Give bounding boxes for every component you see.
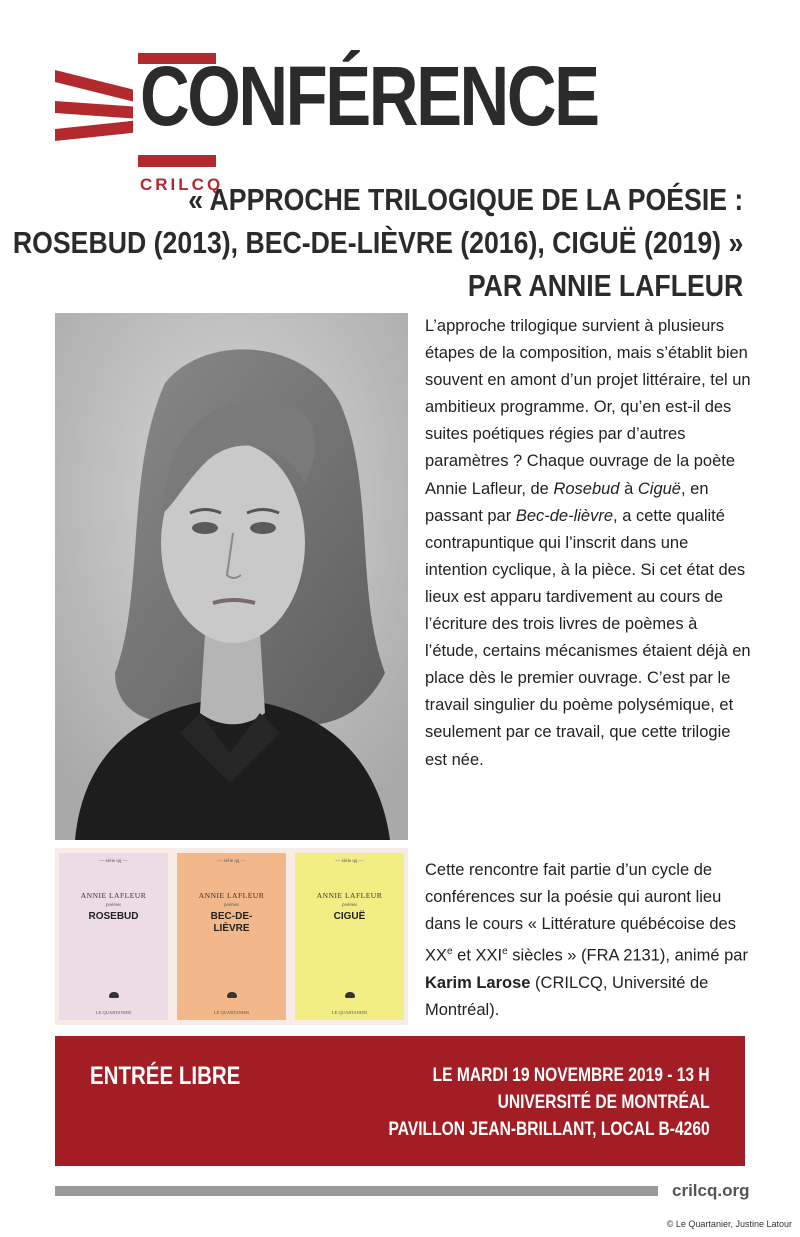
book-series: — série qq — xyxy=(217,859,246,864)
title-line-2: ROSEBUD (2013), BEC-DE-LIÈVRE (2016), CIGUË (2019) » xyxy=(12,225,743,260)
footer-divider xyxy=(55,1186,658,1196)
organizer-name: Karim Larose xyxy=(425,973,531,992)
event-date: LE MARDI 19 NOVEMBRE 2019 - 13 H xyxy=(432,1065,710,1086)
publisher-logo-icon xyxy=(345,992,355,998)
book-cover-rosebud xyxy=(59,853,168,1020)
logo-bar-bottom xyxy=(138,155,216,167)
book-genre: poèmes xyxy=(342,903,357,908)
book-title: BEC-DE-LIÈVRE xyxy=(210,911,253,934)
book-publisher: LE QUARTANIER xyxy=(331,1010,368,1015)
book-title-bec-de-lievre: Bec-de-lièvre xyxy=(515,506,614,525)
conference-title xyxy=(0,178,743,307)
event-room: PAVILLON JEAN-BRILLANT, LOCAL B-4260 xyxy=(388,1119,710,1140)
publisher-logo-icon xyxy=(227,992,237,998)
logo-wordmark: CONFÉRENCE xyxy=(140,49,598,143)
logo-org: CRILCQ xyxy=(140,175,224,194)
website-link[interactable]: crilcq.org xyxy=(672,1181,750,1200)
event-details xyxy=(318,1062,710,1143)
book-genre: poèmes xyxy=(106,903,121,908)
book-author: ANNIE LAFLEUR xyxy=(316,891,383,900)
book-cover-cigue xyxy=(295,853,404,1020)
free-entry-label: ENTRÉE LIBRE xyxy=(90,1062,241,1090)
logo-chevron-bar-2 xyxy=(55,101,133,118)
book-genre: poèmes xyxy=(224,903,239,908)
title-line-1: « APPROCHE TRILOGIQUE DE LA POÉSIE : xyxy=(188,182,743,217)
book-publisher: LE QUARTANIER xyxy=(95,1010,132,1015)
publisher-logo-icon xyxy=(109,992,119,998)
event-venue: UNIVERSITÉ DE MONTRÉAL xyxy=(497,1092,710,1113)
intro-paragraph: L’approche trilogique survient à plusieurs étapes de la composition, mais s’établit bien souvent en amont d’un projet littéraire, tel un ambitieux programme. Or, qu’en est-il des suites poétiques régies par d’autres paramètres ? Chaque ouvrage de la poète Annie Lafleur, de Rosebud à Ciguë, en passant par Bec-de-lièvre, a cette qualité contrapuntique qui l’inscrit dans une intention cyclique, à la pièce. Si cet état des lieux est apparu tardivement au cours de l’écriture des trois livres de poèmes à l’étude, certains mécanismes étaient déjà en place dès le premier ouvrage. C’est par le travail singulier du poème polysémique, et seulement par ce travail, que cette trilogie est née. xyxy=(425,317,751,769)
portrait-photo xyxy=(55,313,408,840)
title-line-3: PAR ANNIE LAFLEUR xyxy=(467,268,743,303)
book-series: — série qq — xyxy=(99,859,128,864)
book-publisher: LE QUARTANIER xyxy=(213,1010,250,1015)
book-author: ANNIE LAFLEUR xyxy=(198,891,265,900)
book-cover-bec-de-lievre xyxy=(177,853,286,1020)
book-covers xyxy=(55,848,408,1025)
book-title: ROSEBUD xyxy=(88,911,139,922)
cycle-paragraph: Cette rencontre fait partie d’un cycle de conférences sur la poésie qui auront lieu dans le cours « Littérature québécoise des XXe et XXIe siècles » (FRA 2131), animé par Karim Larose (CRILCQ, Université de Montréal). xyxy=(425,861,748,1019)
book-author: ANNIE LAFLEUR xyxy=(80,891,147,900)
logo-chevron-bar-1 xyxy=(55,70,133,101)
book-title-rosebud: Rosebud xyxy=(553,479,620,498)
book-title-cigue: Ciguë xyxy=(637,479,681,498)
book-series: — série qq — xyxy=(335,859,364,864)
book-title: CIGUË xyxy=(333,911,366,922)
logo-chevron-bar-3 xyxy=(55,121,133,141)
photo-credit: © Le Quartanier, Justine Latour xyxy=(666,1219,792,1229)
